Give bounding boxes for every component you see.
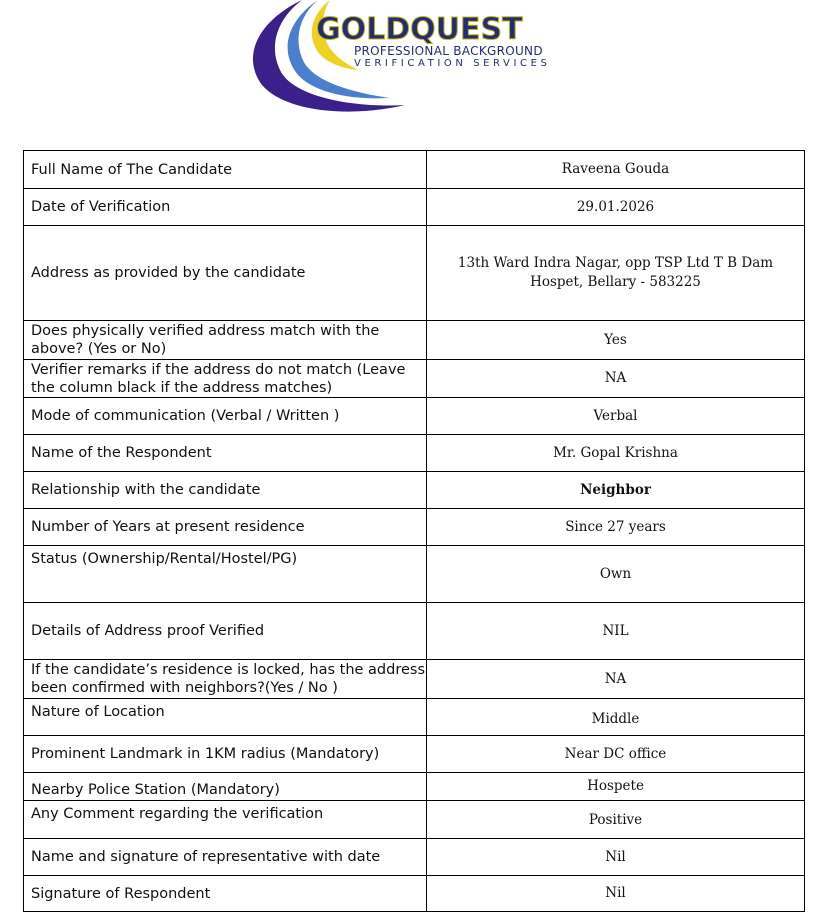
- row-label: Status (Ownership/Rental/Hostel/PG): [24, 546, 427, 603]
- verification-table: [23, 150, 805, 912]
- table-row: [24, 773, 805, 801]
- table-row: [24, 801, 805, 839]
- table-row: [24, 699, 805, 736]
- row-label: Does physically verified address match with the above? (Yes or No): [24, 321, 427, 360]
- row-label: Signature of Respondent: [24, 876, 427, 912]
- row-value: NA: [427, 660, 805, 699]
- row-label: Any Comment regarding the verification: [24, 801, 427, 839]
- row-value: Since 27 years: [427, 509, 805, 546]
- row-value: Own: [427, 546, 805, 603]
- row-value: Middle: [427, 699, 805, 736]
- row-label: Verifier remarks if the address do not match (Leave the column black if the address matches): [24, 360, 427, 398]
- row-value: Nil: [427, 839, 805, 876]
- table-row: [24, 472, 805, 509]
- row-value: Mr. Gopal Krishna: [427, 435, 805, 472]
- table-row: [24, 660, 805, 699]
- row-value: Hospete: [427, 773, 805, 801]
- row-label: Address as provided by the candidate: [24, 226, 427, 321]
- table-row: [24, 151, 805, 189]
- row-value: Raveena Gouda: [427, 151, 805, 189]
- row-value: NA: [427, 360, 805, 398]
- row-label: Nature of Location: [24, 699, 427, 736]
- row-label: Name of the Respondent: [24, 435, 427, 472]
- row-value: Verbal: [427, 398, 805, 435]
- table-row: [24, 839, 805, 876]
- row-value: Near DC office: [427, 736, 805, 773]
- row-label: Name and signature of representative with date: [24, 839, 427, 876]
- logo-title: GOLDQUEST: [316, 12, 523, 47]
- row-label: Mode of communication (Verbal / Written ): [24, 398, 427, 435]
- row-label: Number of Years at present residence: [24, 509, 427, 546]
- row-label: Full Name of The Candidate: [24, 151, 427, 189]
- table-row: [24, 509, 805, 546]
- table-row: [24, 398, 805, 435]
- table-row: [24, 189, 805, 226]
- row-value: Yes: [427, 321, 805, 360]
- row-value: Positive: [427, 801, 805, 839]
- row-label: Date of Verification: [24, 189, 427, 226]
- logo-wordmark: [316, 13, 586, 73]
- table-row: [24, 876, 805, 912]
- table-row: [24, 321, 805, 360]
- table-row: [24, 226, 805, 321]
- row-value: Nil: [427, 876, 805, 912]
- row-value: 29.01.2026: [427, 189, 805, 226]
- logo-tagline-1: PROFESSIONAL BACKGROUND: [354, 44, 543, 58]
- table-row: [24, 736, 805, 773]
- row-label: Relationship with the candidate: [24, 472, 427, 509]
- table-row: [24, 546, 805, 603]
- row-label: If the candidate’s residence is locked, has the address been confirmed with neighbors?(Yes / No ): [24, 660, 427, 699]
- row-value: Neighbor: [427, 472, 805, 509]
- row-label: Prominent Landmark in 1KM radius (Mandatory): [24, 736, 427, 773]
- table-row: [24, 603, 805, 660]
- table-row: [24, 360, 805, 398]
- table-row: [24, 435, 805, 472]
- row-label: Nearby Police Station (Mandatory): [24, 773, 427, 801]
- logo-tagline-2: VERIFICATION SERVICES: [354, 58, 551, 69]
- row-value: NIL: [427, 603, 805, 660]
- company-logo: [240, 0, 590, 115]
- row-value: 13th Ward Indra Nagar, opp TSP Ltd T B Dam Hospet, Bellary - 583225: [427, 226, 805, 321]
- row-label: Details of Address proof Verified: [24, 603, 427, 660]
